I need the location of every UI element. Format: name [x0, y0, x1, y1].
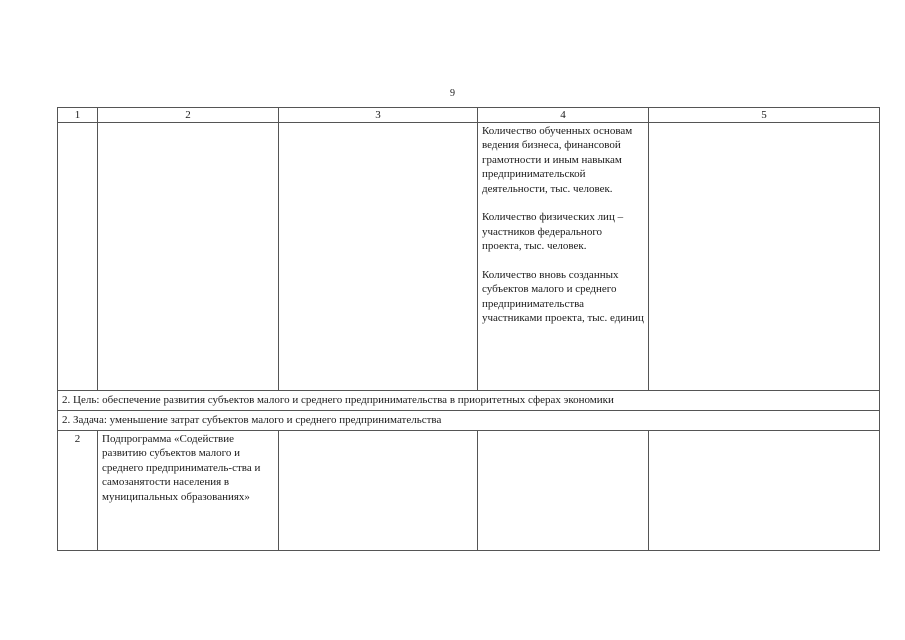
header-col-4: 4 — [478, 108, 649, 123]
page-number: 9 — [450, 88, 455, 99]
task-row — [58, 411, 880, 431]
header-col-5: 5 — [649, 108, 880, 123]
indicators-cell — [478, 123, 649, 391]
goal-row — [58, 391, 880, 411]
table-cell — [478, 431, 649, 551]
indicator-text: Количество физических лиц – участников федерального проекта, тыс. человек. — [482, 211, 624, 253]
table-cell — [98, 123, 279, 391]
task-text: 2. Задача: уменьшение затрат субъектов малого и среднего предпринимательства — [58, 411, 880, 431]
table-header-row — [58, 108, 880, 123]
header-col-3: 3 — [279, 108, 478, 123]
table-cell — [649, 431, 880, 551]
header-col-1: 1 — [58, 108, 98, 123]
table-cell — [279, 123, 478, 391]
header-col-2: 2 — [98, 108, 279, 123]
indicator-text: Количество обученных основам ведения бизнеса, финансовой грамотности и иным навыкам предпринимательской деятельности, тыс. человек. — [482, 125, 633, 195]
program-table — [57, 107, 880, 551]
row-number: 2 — [58, 431, 98, 551]
table-cell — [279, 431, 478, 551]
table-row — [58, 431, 880, 551]
program-name: Подпрограмма «Содействие развитию субъектов малого и среднего предприниматель-ства и самозанятости населения в муниципальных образованиях» — [98, 431, 279, 551]
table-cell — [649, 123, 880, 391]
goal-text: 2. Цель: обеспечение развития субъектов малого и среднего предпринимательства в приоритетных сферах экономики — [58, 391, 880, 411]
indicator-text: Количество вновь созданных субъектов малого и среднего предпринимательства участниками проекта, тыс. единиц — [482, 269, 644, 325]
table-row — [58, 123, 880, 391]
table-cell — [58, 123, 98, 391]
